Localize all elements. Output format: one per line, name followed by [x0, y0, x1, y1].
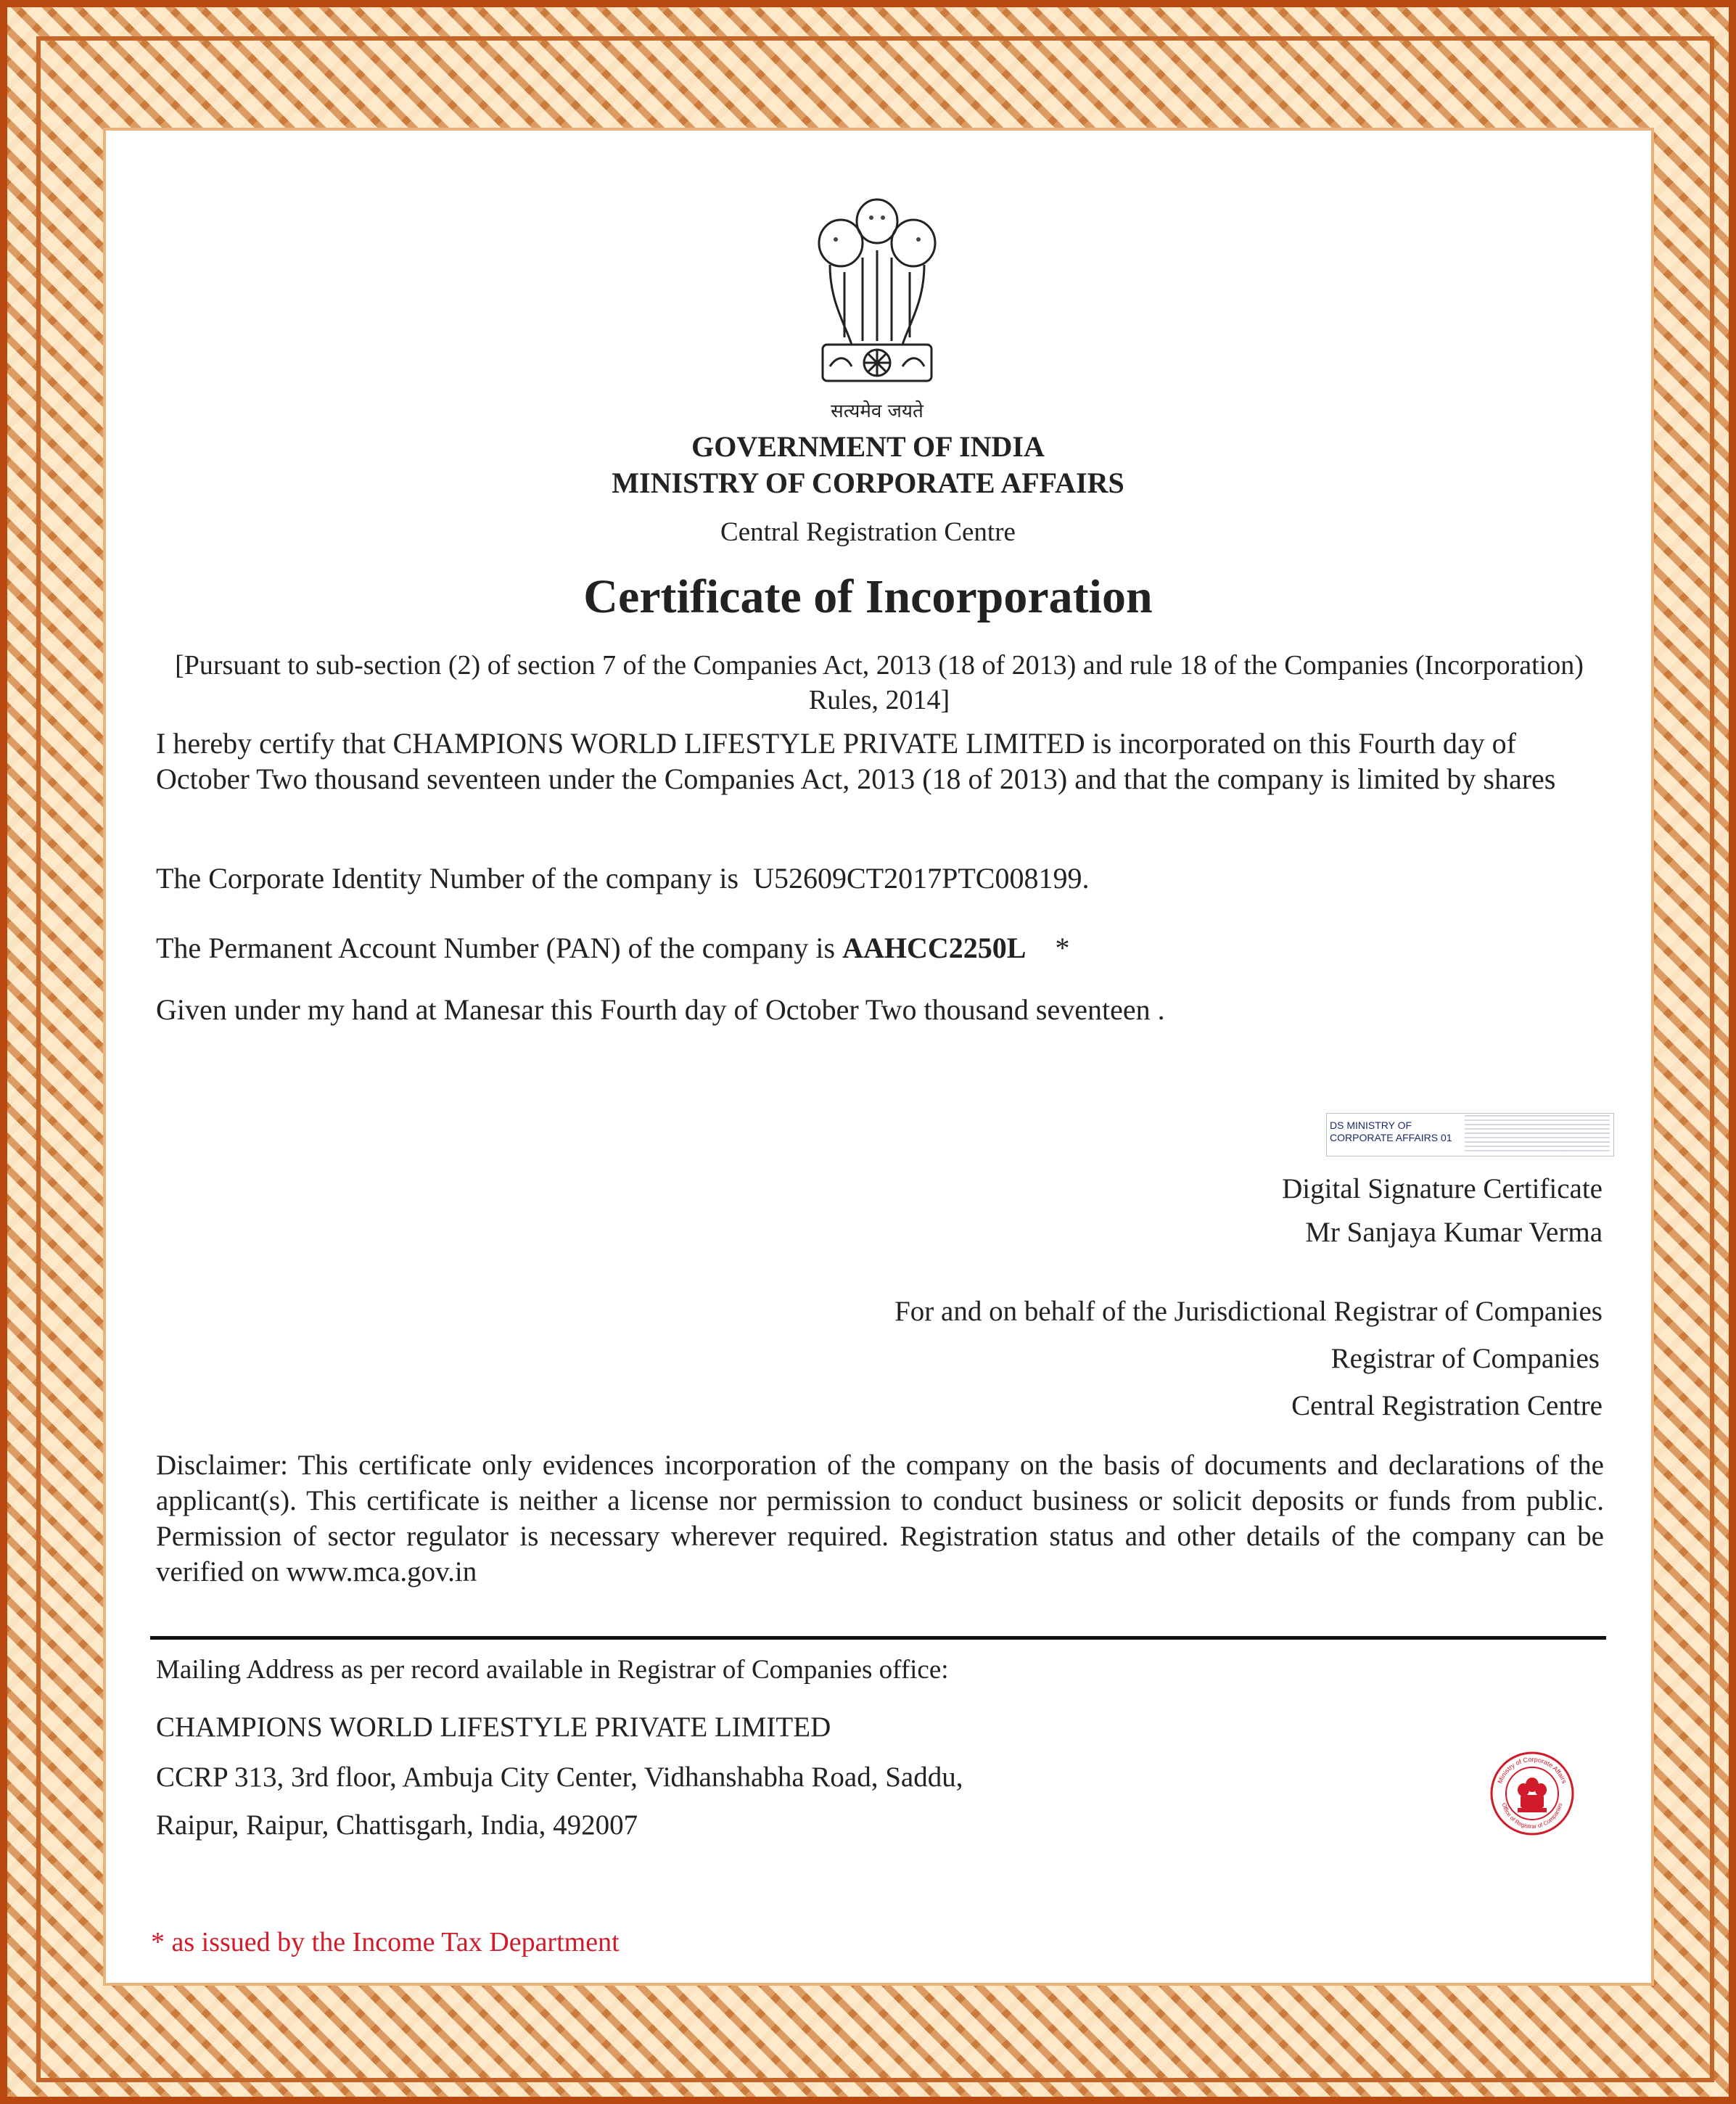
signature-stamp-line2: CORPORATE AFFAIRS 01 — [1330, 1132, 1452, 1143]
pan-line — [156, 930, 1600, 966]
ministry-heading: MINISTRY OF CORPORATE AFFAIRS — [612, 467, 1124, 499]
mailing-address-line1: CCRP 313, 3rd floor, Ambuja City Center, Vidhanshabha Road, Saddu, — [156, 1762, 963, 1793]
signature-stamp-text — [1330, 1119, 1452, 1144]
cin-label: The Corporate Identity Number of the company is — [156, 862, 739, 895]
mailing-address-line2: Raipur, Raipur, Chattisgarh, India, 492007 — [156, 1809, 638, 1841]
signature-label: Digital Signature Certificate — [1282, 1173, 1603, 1204]
signature-stamp-line1: DS MINISTRY OF — [1330, 1119, 1412, 1131]
pan-value: AAHCC2250L — [842, 932, 1027, 964]
national-emblem-icon — [801, 192, 953, 432]
registration-centre-line: Central Registration Centre — [1291, 1390, 1603, 1421]
mailing-company-name: CHAMPIONS WORLD LIFESTYLE PRIVATE LIMITED — [156, 1711, 831, 1743]
pan-asterisk: * — [1055, 932, 1070, 964]
section-divider — [150, 1636, 1606, 1640]
digital-signature-stamp — [1326, 1113, 1614, 1156]
pan-label: The Permanent Account Number (PAN) of the company is — [156, 932, 836, 964]
given-under-hand-line: Given under my hand at Manesar this Fourth day of October Two thousand seventeen . — [156, 993, 1165, 1026]
certification-paragraph: I hereby certify that CHAMPIONS WORLD LIFESTYLE PRIVATE LIMITED is incorporated on this Fourth day of October Two thousand seventeen under the Companies Act, 2013 (18 of 2013) and that the company is limited by shares — [156, 727, 1556, 795]
footnote: * as issued by the Income Tax Department — [151, 1927, 620, 1957]
mailing-address-heading: Mailing Address as per record available in Registrar of Companies office: — [156, 1655, 949, 1685]
pursuant-clause: [Pursuant to sub-section (2) of section 7 of the Companies Act, 2013 (18 of 2013) and rule 18 of the Companies (Incorporation) Rules, 2014] — [175, 650, 1584, 715]
emblem-motto: सत्यमेव जयते — [831, 400, 923, 422]
registrar-line: Registrar of Companies — [1330, 1343, 1600, 1374]
seal-text-bottom: Office of Registrar of Companies — [1500, 1801, 1564, 1830]
cin-line — [156, 860, 1600, 896]
centre-subheading: Central Registration Centre — [720, 517, 1016, 547]
cin-value: U52609CT2017PTC008199. — [753, 862, 1090, 895]
signature-fine-print — [1465, 1115, 1610, 1154]
certificate-title: Certificate of Incorporation — [583, 570, 1153, 623]
disclaimer-paragraph: Disclaimer: This certificate only evidences incorporation of the company on the basis of documents and declarations of the applicant(s). This certificate is neither a license nor permission to conduct business or solicit deposits or funds from public. Permission of sector regulator is necessary wherever required. Registration status and other details of the company can be verified on www.mca.gov.in — [156, 1450, 1604, 1587]
on-behalf-line: For and on behalf of the Jurisdictional Registrar of Companies — [894, 1296, 1603, 1327]
government-heading: GOVERNMENT OF INDIA — [691, 430, 1045, 463]
registrar-seal-icon — [1489, 1750, 1576, 1837]
signatory-name: Mr Sanjaya Kumar Verma — [1305, 1217, 1603, 1248]
seal-text-top: Ministry of Corporate Affairs — [1496, 1755, 1568, 1785]
